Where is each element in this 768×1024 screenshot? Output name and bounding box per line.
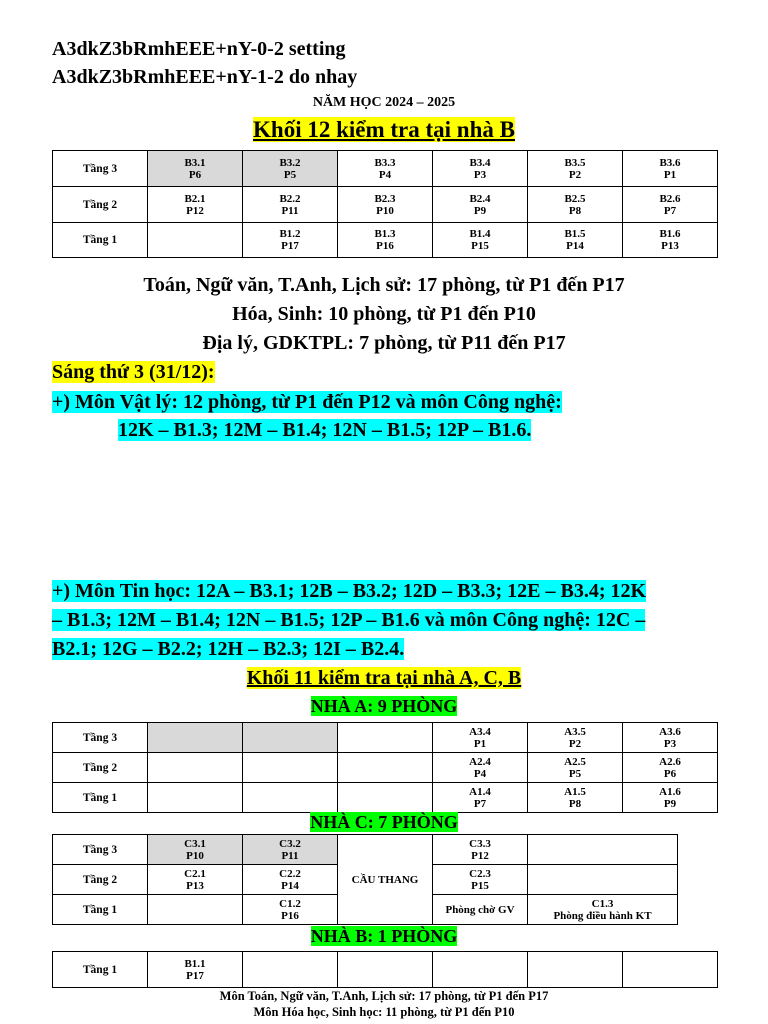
room-cell: B1.1 P17	[148, 952, 243, 988]
room-cell-empty	[338, 783, 433, 813]
house-b-title-wrap	[0, 926, 768, 947]
summary-line-2: Hóa, Sinh: 10 phòng, từ P1 đến P10	[232, 303, 536, 325]
grade12-title-wrap	[0, 117, 768, 143]
footer-line-1: Môn Toán, Ngữ văn, T.Anh, Lịch sử: 17 phòng, từ P1 đến P17	[219, 989, 549, 1003]
room-cell: A3.4 P1	[433, 723, 528, 753]
physics-line-2-wrap	[118, 419, 531, 442]
room-cell: B1.6 P13	[623, 223, 718, 258]
morning-heading-wrap	[52, 361, 215, 384]
header-line-2: A3dkZ3bRmhEEE+nY-1-2 do nhay	[52, 66, 358, 88]
floor-label: Tầng 1	[53, 895, 148, 925]
room-cell-empty	[148, 753, 243, 783]
table-row	[53, 753, 718, 783]
physics-line-1: +) Môn Vật lý: 12 phòng, từ P1 đến P12 và môn Công nghệ:	[52, 391, 562, 413]
room-cell: C3.2 P11	[243, 835, 338, 865]
house-b-title: NHÀ B: 1 PHÒNG	[310, 926, 458, 946]
footer-line-2: Môn Hóa học, Sinh học: 11 phòng, từ P1 đến P10	[253, 1005, 515, 1019]
room-cell: B2.3 P10	[338, 187, 433, 223]
room-cell: A2.4 P4	[433, 753, 528, 783]
room-cell: B1.5 P14	[528, 223, 623, 258]
room-cell-empty	[243, 952, 338, 988]
room-cell: A3.5 P2	[528, 723, 623, 753]
room-cell: A1.6 P9	[623, 783, 718, 813]
grade12-room-table	[52, 150, 718, 258]
table-row	[53, 723, 718, 753]
stairs-cell: CẦU THANG	[338, 835, 433, 925]
it-line-3-wrap	[52, 638, 404, 661]
table-row	[53, 187, 718, 223]
room-cell-empty	[148, 223, 243, 258]
floor-label: Tầng 1	[53, 223, 148, 258]
floor-label: Tầng 2	[53, 187, 148, 223]
room-cell: C1.2 P16	[243, 895, 338, 925]
summary-line-3: Địa lý, GDKTPL: 7 phòng, từ P11 đến P17	[202, 332, 566, 354]
room-cell: A2.5 P5	[528, 753, 623, 783]
house-c-room-table	[52, 834, 678, 925]
house-a-room-table	[52, 722, 718, 813]
house-c-title-wrap	[0, 812, 768, 833]
room-cell-empty	[243, 753, 338, 783]
room-cell: C3.3 P12	[433, 835, 528, 865]
room-cell: C1.3 Phòng điều hành KT	[528, 895, 678, 925]
room-cell: B1.2 P17	[243, 223, 338, 258]
house-a-title: NHÀ A: 9 PHÒNG	[310, 696, 458, 716]
room-cell-empty	[338, 952, 433, 988]
room-cell-empty	[338, 753, 433, 783]
morning-heading: Sáng thứ 3 (31/12):	[52, 361, 215, 383]
room-cell-empty	[148, 895, 243, 925]
floor-label: Tầng 3	[53, 835, 148, 865]
room-cell-empty	[148, 783, 243, 813]
floor-label: Tầng 1	[53, 783, 148, 813]
room-cell: B2.6 P7	[623, 187, 718, 223]
table-row	[53, 151, 718, 187]
room-cell: B2.1 P12	[148, 187, 243, 223]
room-cell: A1.5 P8	[528, 783, 623, 813]
room-cell-empty	[433, 952, 528, 988]
room-cell: B3.3 P4	[338, 151, 433, 187]
floor-label: Tầng 2	[53, 753, 148, 783]
room-cell: C2.2 P14	[243, 865, 338, 895]
it-line-3: B2.1; 12G – B2.2; 12H – B2.3; 12I – B2.4.	[52, 638, 405, 660]
it-line-2-wrap	[52, 609, 645, 632]
house-b-tbody	[53, 952, 718, 988]
house-a-tbody	[53, 723, 718, 813]
room-cell: B1.3 P16	[338, 223, 433, 258]
room-cell-empty	[243, 783, 338, 813]
room-cell: B2.4 P9	[433, 187, 528, 223]
room-cell-empty	[338, 723, 433, 753]
room-cell: B3.6 P1	[623, 151, 718, 187]
house-c-tbody	[53, 835, 678, 925]
room-cell-empty	[528, 952, 623, 988]
grade12-title: Khối 12 kiểm tra tại nhà B	[253, 117, 515, 142]
room-cell: C2.1 P13	[148, 865, 243, 895]
house-a-title-wrap	[0, 696, 768, 717]
house-b-room-table	[52, 951, 718, 988]
room-cell-empty	[148, 723, 243, 753]
room-cell: A2.6 P6	[623, 753, 718, 783]
room-cell-empty	[243, 723, 338, 753]
header-line-1: A3dkZ3bRmhEEE+nY-0-2 setting	[52, 38, 346, 60]
it-line-2: – B1.3; 12M – B1.4; 12N – B1.5; 12P – B1.6 và môn Công nghệ: 12C –	[52, 609, 646, 631]
teacher-room-cell: Phòng chờ GV	[433, 895, 528, 925]
table-row	[53, 835, 678, 865]
floor-label: Tầng 2	[53, 865, 148, 895]
physics-line-2: 12K – B1.3; 12M – B1.4; 12N – B1.5; 12P – B1.6.	[118, 419, 532, 441]
room-cell: B2.5 P8	[528, 187, 623, 223]
summary-line-1: Toán, Ngữ văn, T.Anh, Lịch sử: 17 phòng, từ P1 đến P17	[143, 274, 625, 296]
room-cell: B3.4 P3	[433, 151, 528, 187]
floor-label: Tầng 1	[53, 952, 148, 988]
room-cell: C2.3 P15	[433, 865, 528, 895]
room-cell: C3.1 P10	[148, 835, 243, 865]
it-line-1: +) Môn Tin học: 12A – B3.1; 12B – B3.2; 12D – B3.3; 12E – B3.4; 12K	[52, 580, 647, 602]
school-year: NĂM HỌC 2024 – 2025	[312, 95, 456, 110]
physics-line-1-wrap	[52, 391, 562, 414]
room-cell-empty	[528, 865, 678, 895]
room-cell-empty	[528, 835, 678, 865]
room-cell: B3.5 P2	[528, 151, 623, 187]
grade11-title: Khối 11 kiểm tra tại nhà A, C, B	[246, 667, 522, 689]
table-row	[53, 783, 718, 813]
room-cell: B3.2 P5	[243, 151, 338, 187]
room-cell: B2.2 P11	[243, 187, 338, 223]
room-cell: A3.6 P3	[623, 723, 718, 753]
grade11-title-wrap	[0, 667, 768, 690]
room-cell-empty	[623, 952, 718, 988]
house-c-title: NHÀ C: 7 PHÒNG	[310, 812, 458, 832]
floor-label: Tầng 3	[53, 723, 148, 753]
room-cell: A1.4 P7	[433, 783, 528, 813]
table-row	[53, 223, 718, 258]
grade12-tbody	[53, 151, 718, 258]
room-cell: B1.4 P15	[433, 223, 528, 258]
room-cell: B3.1 P6	[148, 151, 243, 187]
it-line-1-wrap	[52, 580, 646, 603]
floor-label: Tầng 3	[53, 151, 148, 187]
table-row	[53, 952, 718, 988]
